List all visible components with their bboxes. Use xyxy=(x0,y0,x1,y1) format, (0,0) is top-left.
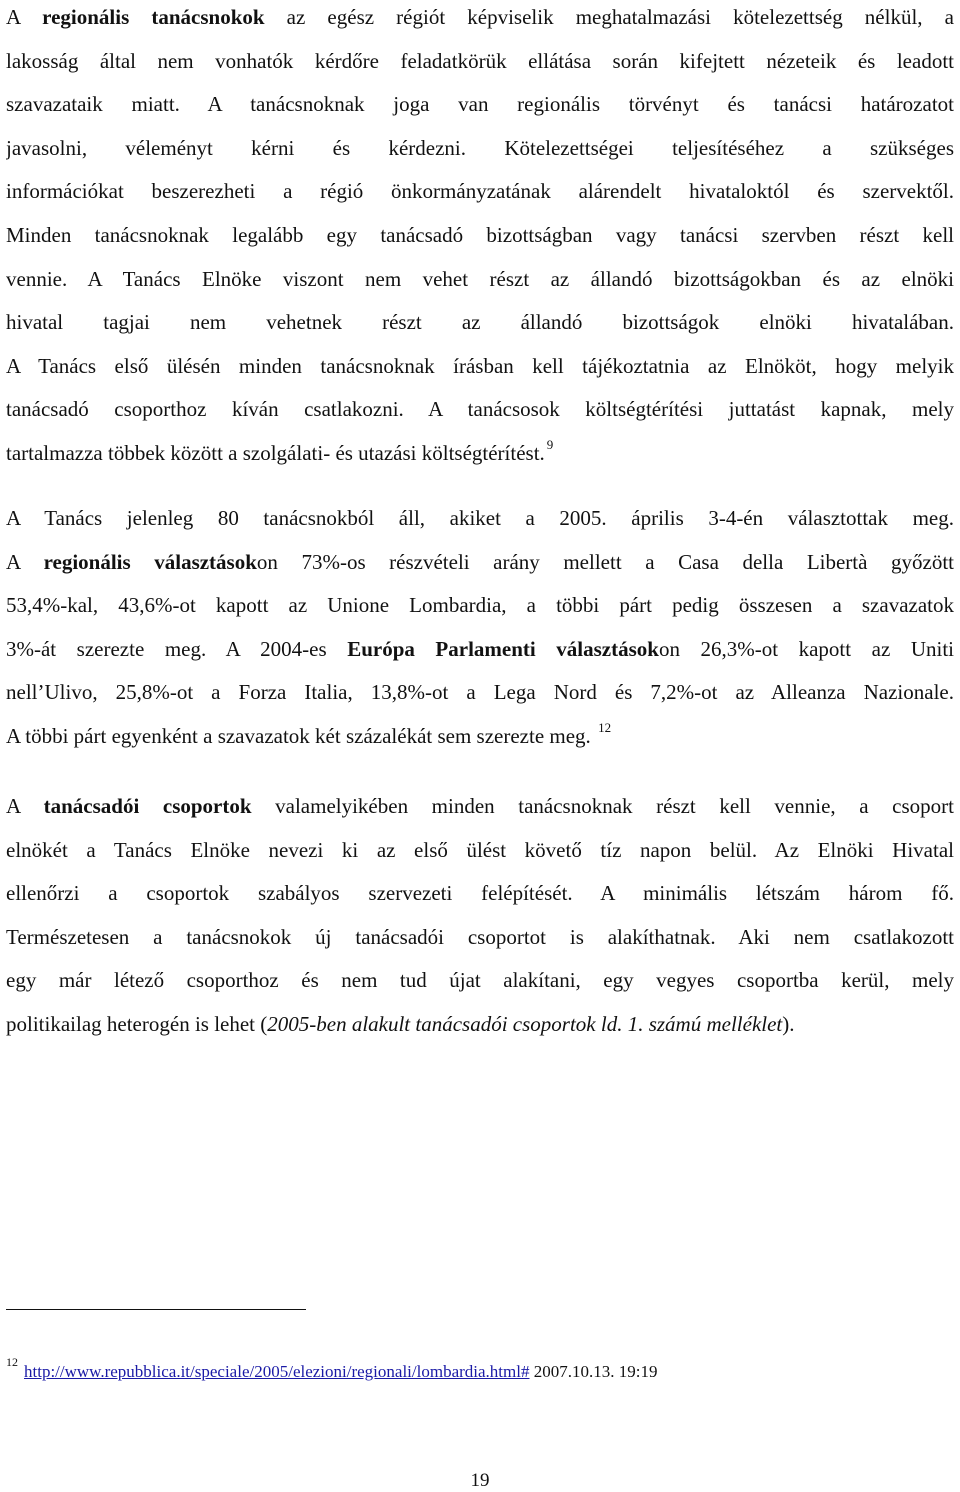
text-run: politikailag heterogén is lehet ( xyxy=(6,1011,268,1036)
text-run: információkat beszerezheti a régió önkormányzatának alárendelt hivataloktól és szervektől. xyxy=(6,179,954,204)
text-run: 53,4%-kal, 43,6%-ot kapott az Unione Lombardia, a többi párt pedig összesen a szavazatok xyxy=(6,593,954,618)
text-line xyxy=(6,170,954,214)
text-run: tartalmazza többek között a szolgálati- és utazási költségtérítést. xyxy=(6,440,545,465)
text-line xyxy=(6,258,954,302)
footnote-link[interactable]: http://www.repubblica.it/speciale/2005/elezioni/regionali/lombardia.html# xyxy=(24,1362,530,1381)
text-line xyxy=(6,785,954,829)
text-run: elnökét a Tanács Elnöke nevezi ki az első ülést követő tíz napon belül. Az Elnöki Hivatal xyxy=(6,837,954,862)
text-line xyxy=(6,301,954,345)
footnote-reference: 12 xyxy=(598,719,612,735)
page-number: 19 xyxy=(470,1470,490,1491)
text-run: A Tanács jelenleg 80 tanácsnokból áll, akiket a 2005. április 3-4-én választottak meg. xyxy=(6,506,954,530)
bold-term: tanácsadói csoportok xyxy=(43,794,252,818)
footnote-separator xyxy=(6,1309,306,1310)
text-line xyxy=(6,916,954,960)
text-run: valamelyikében minden tanácsnoknak részt kell vennie, a csoport xyxy=(251,794,954,818)
text-run: javasolni, véleményt kérni és kérdezni. Kötelezettségei teljesítéséhez a szükséges xyxy=(6,135,954,160)
text-run: ellenőrzi a csoportok szabályos szervezeti felépítését. A minimális létszám három fő. xyxy=(6,881,954,906)
text-line xyxy=(6,671,954,715)
text-line xyxy=(6,872,954,916)
text-line xyxy=(6,497,954,541)
footnote xyxy=(6,1355,658,1382)
text-run: vennie. A Tanács Elnöke viszont nem vehet részt az állandó bizottságokban és az elnöki xyxy=(6,266,954,291)
text-run: A xyxy=(6,5,43,29)
text-line xyxy=(6,628,954,672)
text-run: tanácsadó csoporthoz kíván csatlakozni. A tanácsosok költségtérítési juttatást kapnak, mely xyxy=(6,397,954,422)
text-run: A többi párt egyenként a szavazatok két százalékát sem szerezte meg. xyxy=(6,723,597,748)
text-run: A xyxy=(6,794,44,818)
footnote-reference: 9 xyxy=(546,436,554,452)
text-line xyxy=(6,584,954,628)
text-run: az egész régiót képviselik meghatalmazási kötelezettség nélkül, a xyxy=(264,5,954,29)
text-line xyxy=(6,388,954,432)
bold-term: regionális választások xyxy=(43,549,257,574)
paragraph-council-composition xyxy=(6,497,954,759)
text-run: Természetesen a tanácsnokok új tanácsadói csoportot is alakíthatnak. Aki nem csatlakozott xyxy=(6,924,954,949)
text-run: on 73%-os részvételi arány mellett a Casa della Libertà győzött xyxy=(256,549,954,574)
text-line xyxy=(6,83,954,127)
paragraph-regional-councillors xyxy=(6,0,954,476)
bold-term: regionális tanácsnokok xyxy=(42,5,265,29)
text-line xyxy=(6,829,954,873)
text-line xyxy=(6,214,954,258)
text-run: szavazataik miatt. A tanácsnoknak joga van regionális törvényt és tanácsi határozatot xyxy=(6,92,954,117)
text-run: on 26,3%-ot kapott az Uniti xyxy=(658,636,954,661)
text-line xyxy=(6,127,954,171)
text-line xyxy=(6,1003,954,1047)
text-line xyxy=(6,432,954,476)
text-line xyxy=(6,541,954,585)
text-line xyxy=(6,715,954,759)
text-run: hivatal tagjai nem vehetnek részt az állandó bizottságok elnöki hivatalában. xyxy=(6,310,954,335)
footnote-date: 2007.10.13. 19:19 xyxy=(529,1362,658,1381)
text-line xyxy=(6,959,954,1003)
text-line xyxy=(6,40,954,84)
italic-reference: 2005-ben alakult tanácsadói csoportok ld. 1. számú melléklet xyxy=(267,1011,783,1036)
text-run: Minden tanácsnoknak legalább egy tanácsadó bizottságban vagy tanácsi szervben részt kell xyxy=(6,222,954,247)
text-run: A Tanács első ülésén minden tanácsnoknak írásban kell tájékoztatnia az Elnököt, hogy melyik xyxy=(6,353,954,378)
bold-term: Európa Parlamenti választások xyxy=(347,636,659,661)
text-run: egy már létező csoporthoz és nem tud újat alakítani, egy vegyes csoportba kerül, mely xyxy=(6,968,954,993)
text-line xyxy=(6,0,954,40)
text-run: lakosság által nem vonhatók kérdőre feladatkörük ellátása során kifejtett nézeteik és leadott xyxy=(6,48,954,73)
text-run: nell’Ulivo, 25,8%-ot a Forza Italia, 13,8%-ot a Lega Nord és 7,2%-ot az Alleanza Nazionale. xyxy=(6,680,954,705)
footnote-number: 12 xyxy=(6,1355,18,1369)
text-run: 3%-át szerezte meg. A 2004-es xyxy=(6,636,348,661)
paragraph-advisory-groups xyxy=(6,785,954,1047)
text-line xyxy=(6,345,954,389)
text-run: ). xyxy=(782,1011,795,1036)
text-run: A xyxy=(6,549,44,574)
